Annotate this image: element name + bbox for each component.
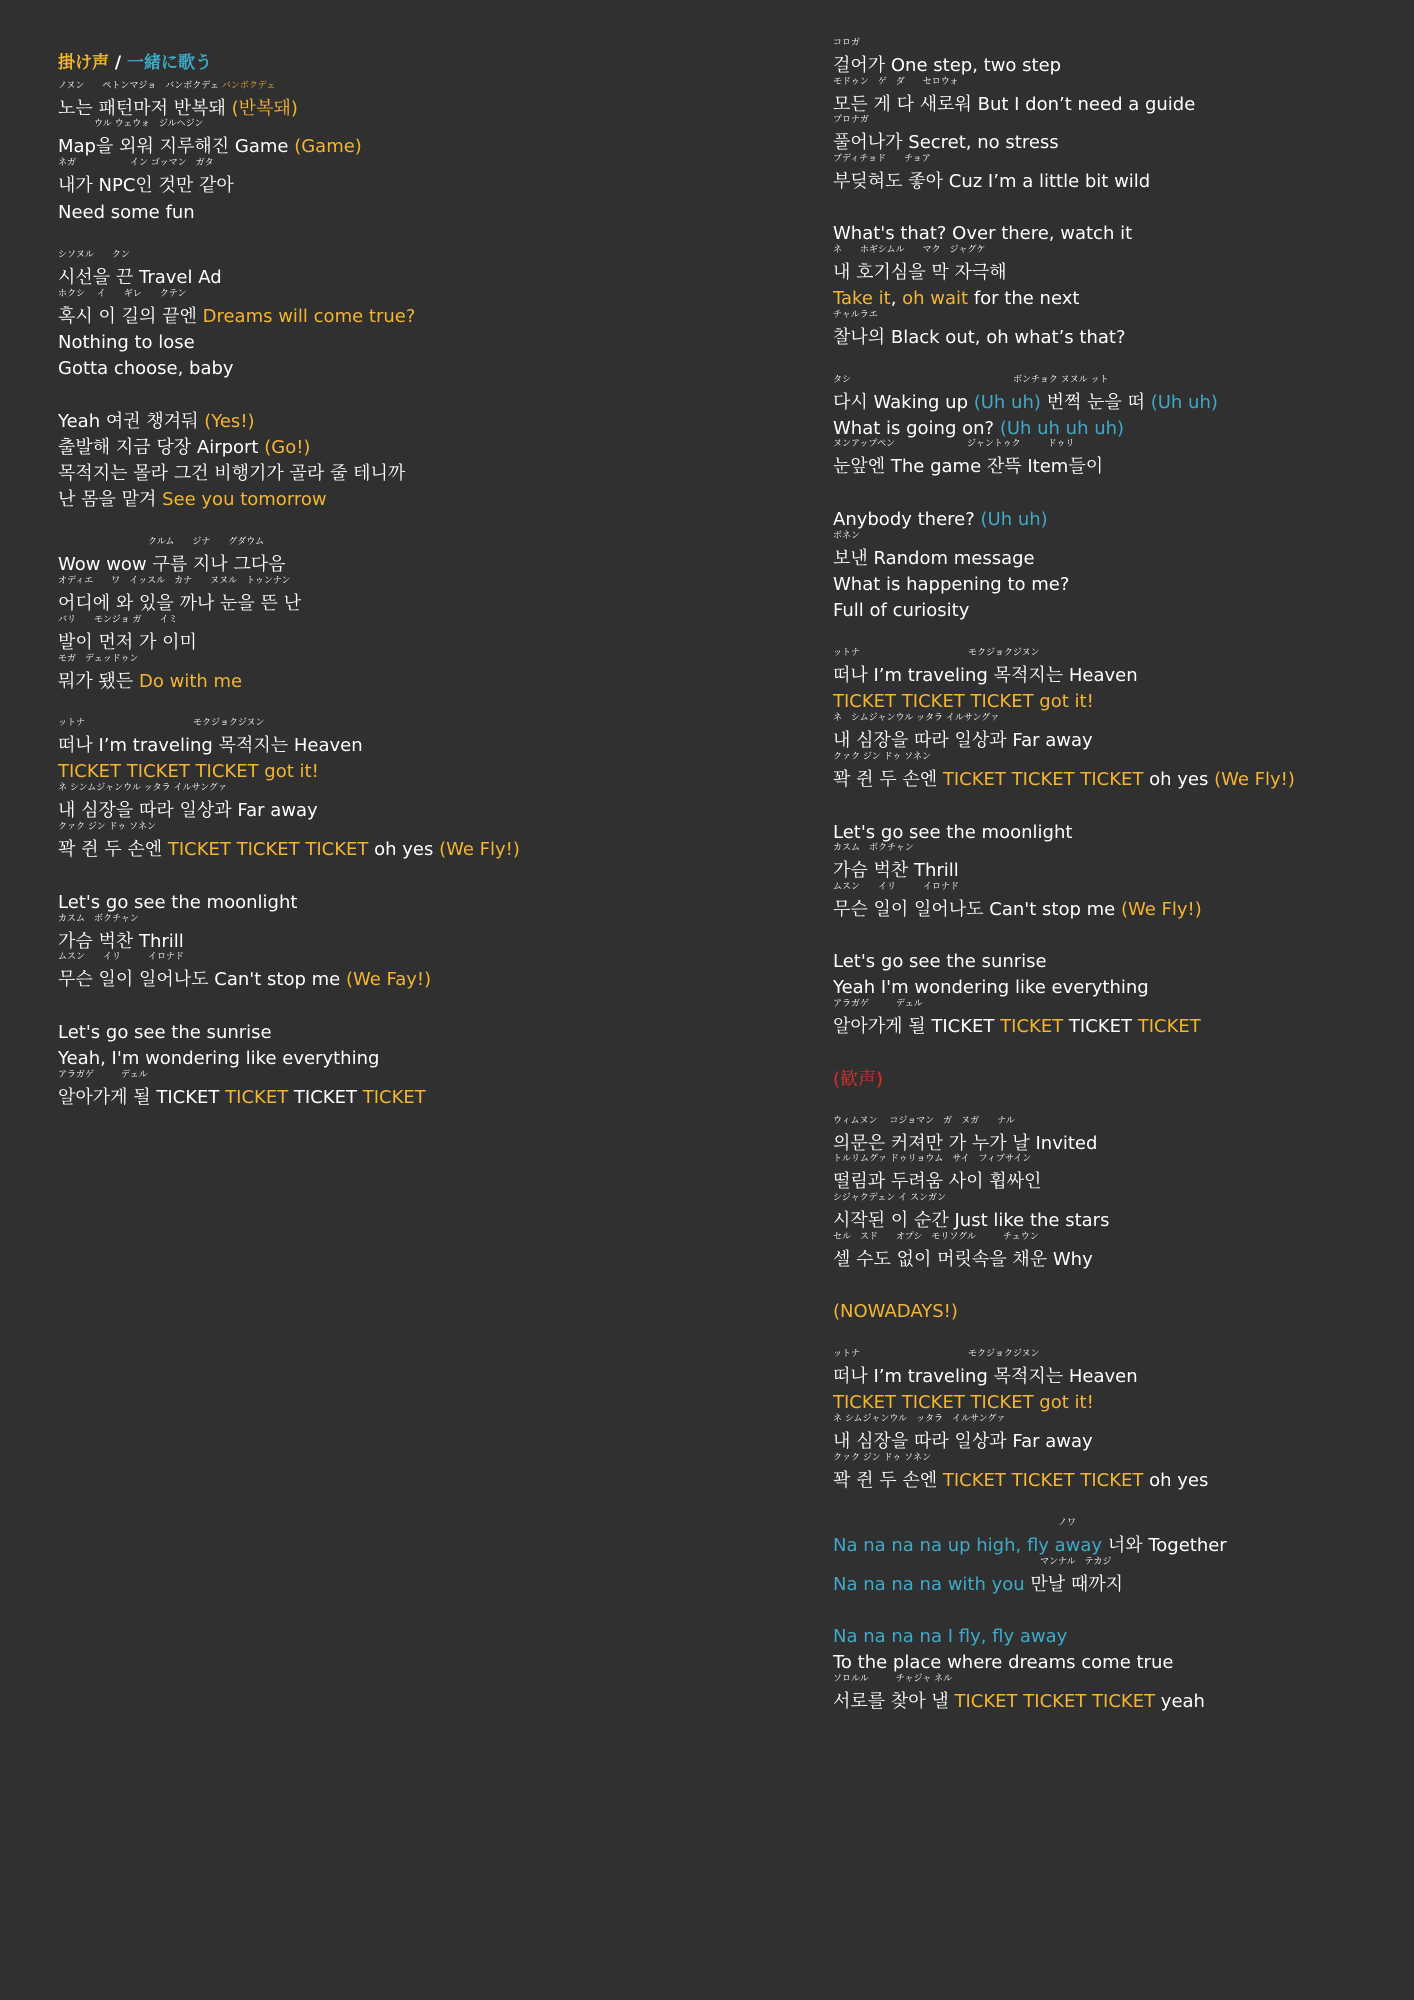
lyric-line [58, 306, 415, 328]
legend [58, 48, 212, 73]
lyric-line [833, 1626, 1067, 1648]
sing-along-segment: (Uh uh) [973, 392, 1041, 413]
furigana-text: モガ デェッドゥン [58, 654, 139, 664]
lyric-segment: 알아가게 될 TICKET [58, 1087, 226, 1108]
furigana-text: クルム ジナ グダウム [58, 537, 265, 547]
lyric-segment: Yeah, I'm wondering like everything [58, 1048, 380, 1069]
furigana-reading [833, 1674, 952, 1684]
furigana-text: シジャクデェン イ スンガン [833, 1193, 947, 1203]
furigana-text: コロガ [833, 38, 861, 48]
lyric-line [58, 671, 242, 693]
furigana-text: ボネン [833, 531, 861, 541]
call-segment: (반복돼) [231, 98, 298, 119]
furigana-text: ネ シムジャンウル ッタラ イルサングァ [833, 1414, 1006, 1424]
lyric-line [833, 132, 1059, 154]
furigana-text: オディエ ワ イッスル カナ ヌヌル トゥンナン [58, 576, 291, 586]
lyric-segment: oh yes [368, 839, 440, 860]
furigana-text: アラガゲ デェル [833, 999, 923, 1009]
furigana-reading [58, 119, 203, 129]
lyric-line [58, 761, 319, 783]
lyric-line [833, 1574, 1123, 1596]
lyric-segment: Anybody there? [833, 509, 981, 530]
furigana-text: ホクシ イ ギレ クテン [58, 289, 187, 299]
lyric-line [58, 437, 310, 459]
furigana-text: ネ シンムジャンウル ッタラ イルサングァ [58, 783, 227, 793]
lyric-line [58, 839, 520, 861]
furigana-reading [58, 615, 177, 625]
lyric-segment: What is going on? [833, 418, 1000, 439]
lyric-line [833, 1210, 1109, 1232]
lyric-line [833, 822, 1072, 844]
call-segment: (Yes!) [204, 411, 255, 432]
furigana-reading [833, 648, 1039, 658]
lyric-segment: 모든 게 다 새로워 But I don’t need a guide [833, 94, 1196, 115]
furigana-reading [833, 882, 959, 892]
furigana-text: シソヌル クン [58, 250, 130, 260]
furigana-reading [58, 654, 139, 664]
lyric-line [58, 931, 184, 953]
sing-along-segment: (Uh uh) [1150, 392, 1218, 413]
furigana-reading [833, 1193, 946, 1203]
lyric-segment: To the place where dreams come true [833, 1652, 1174, 1673]
call-segment: oh wait [902, 288, 969, 309]
lyric-segment: 뭐가 됐든 [58, 671, 139, 692]
lyric-line [833, 1133, 1097, 1155]
lyric-segment: 무슨 일이 일어나도 Can't stop me [58, 969, 346, 990]
furigana-reading [833, 843, 914, 853]
lyric-line [58, 202, 195, 224]
furigana-text: トルリムグァ ドゥリョウム サイ フィブサイン [833, 1154, 1032, 1164]
call-segment: (We Fly!) [1214, 769, 1295, 790]
lyric-segment: Wow wow 구름 지나 그다음 [58, 554, 286, 575]
lyric-segment: 너와 Together [1102, 1535, 1227, 1556]
furigana-text: クァク ジン ドゥ ソネン [833, 1453, 931, 1463]
lyric-line [58, 332, 195, 354]
lyric-line [833, 1016, 1201, 1038]
lyric-line [833, 1652, 1173, 1674]
lyric-line [833, 327, 1126, 349]
lyric-segment: Let's go see the moonlight [58, 892, 298, 913]
call-segment: TICKET TICKET TICKET got it! [58, 761, 319, 782]
furigana-reading [58, 783, 227, 793]
furigana-reading [833, 1349, 1039, 1359]
call-segment: TICKET TICKET TICKET [942, 1470, 1144, 1491]
lyric-segment: 가슴 벅찬 Thrill [833, 860, 959, 881]
lyric-line [833, 55, 1061, 77]
furigana-text: バリ モンジョ ガ イミ [58, 615, 178, 625]
call-segment: Dreams will come true? [202, 306, 416, 327]
lyric-segment: Yeah 여권 챙겨둬 [58, 411, 205, 432]
call-segment: TICKET [362, 1087, 426, 1108]
furigana-reading [833, 245, 985, 255]
furigana-text: ブディチョド チョア [833, 154, 931, 164]
lyric-segment: 꽉 쥔 두 손엔 [833, 1470, 943, 1491]
lyric-segment: oh yes [1143, 1470, 1209, 1491]
lyric-line [833, 1249, 1093, 1271]
furigana-text: ウル ウェウォ ジルヘジン [58, 119, 204, 129]
lyric-segment: 보낸 Random message [833, 548, 1035, 569]
lyric-segment: 출발해 지금 당장 Airport [58, 437, 265, 458]
sing-along-segment: (Uh uh uh uh) [999, 418, 1125, 439]
lyric-line [833, 1470, 1208, 1492]
call-segment: (Go!) [264, 437, 311, 458]
lyric-line [833, 262, 1007, 284]
furigana-reading [58, 822, 156, 832]
call-segment: TICKET [1000, 1016, 1064, 1037]
legend-slash: / [109, 53, 128, 73]
lyric-segment: Let's go see the sunrise [833, 951, 1047, 972]
furigana-reading [833, 439, 1074, 449]
call-segment: TICKET [225, 1087, 289, 1108]
lyric-line [833, 456, 1103, 478]
furigana-text: ノヌン ペトンマジョ バンボクデェ [58, 81, 222, 91]
lyric-line [833, 223, 1132, 245]
lyric-segment: TICKET [288, 1087, 363, 1108]
lyric-segment: 떨림과 두려움 사이 휩싸인 [833, 1171, 1042, 1192]
lyric-segment: 부딪혀도 좋아 Cuz I’m a little bit wild [833, 171, 1151, 192]
lyric-segment: 서로를 찾아 낼 [833, 1691, 955, 1712]
furigana-text: ネ ホギシムル マク ジャグケ [833, 245, 986, 255]
call-segment: See you tomorrow [162, 489, 327, 510]
furigana-reading [833, 1154, 1031, 1164]
lyric-line [58, 136, 362, 158]
lyric-line [833, 548, 1035, 570]
furigana-reading [833, 38, 860, 48]
lyric-segment: 만날 때까지 [1024, 1574, 1124, 1595]
lyric-segment: Let's go see the moonlight [833, 822, 1073, 843]
furigana-reading [833, 713, 999, 723]
furigana-text: ウィムヌン コジョマン ガ ヌガ ナル [833, 1116, 1015, 1126]
lyric-segment: 발이 먼저 가 이미 [58, 632, 197, 653]
lyric-line [833, 769, 1295, 791]
lyric-line [833, 392, 1218, 414]
lyric-line [58, 411, 255, 433]
lyric-segment: 어디에 와 있을 까나 눈을 뜬 난 [58, 593, 301, 614]
legend-kakegoe: 掛け声 [58, 53, 109, 73]
lyric-segment: yeah [1155, 1691, 1205, 1712]
furigana-reading [58, 576, 290, 586]
lyric-line [833, 1691, 1205, 1713]
lyric-segment: 무슨 일이 일어나도 Can't stop me [833, 899, 1121, 920]
furigana-reading [58, 537, 264, 547]
lyric-line [58, 489, 327, 511]
lyric-segment: 내 심장을 따라 일상과 Far away [58, 800, 318, 821]
furigana-reading [58, 158, 214, 168]
furigana-text: ノワ [833, 1518, 1077, 1528]
lyric-segment: 떠나 I’m traveling 목적지는 Heaven [833, 665, 1138, 686]
lyric-segment: , [890, 288, 903, 309]
lyric-segment: Nothing to lose [58, 332, 195, 353]
lyric-segment: 꽉 쥔 두 손엔 [833, 769, 943, 790]
furigana-reading [833, 1518, 1076, 1528]
furigana-text: ットナ モクジョクジヌン [58, 718, 265, 728]
furigana-reading [58, 1070, 148, 1080]
lyric-segment: 가슴 벅찬 Thrill [58, 931, 184, 952]
lyric-line [58, 1022, 272, 1044]
furigana-reading [58, 952, 184, 962]
lyric-segment: 번쩍 눈을 떠 [1040, 392, 1151, 413]
lyric-segment: Need some fun [58, 202, 195, 223]
lyric-segment: 내 심장을 따라 일상과 Far away [833, 1431, 1093, 1452]
furigana-reading [833, 752, 931, 762]
call-segment: (NOWADAYS!) [833, 1301, 958, 1322]
lyric-line [833, 951, 1047, 973]
furigana-reading [833, 531, 860, 541]
lyric-segment: 셀 수도 없이 머릿속을 채운 Why [833, 1249, 1093, 1270]
lyric-line [833, 288, 1079, 310]
lyric-line [833, 509, 1048, 531]
lyric-line [58, 593, 301, 615]
lyric-segment: for the next [968, 288, 1080, 309]
lyric-segment: Let's go see the sunrise [58, 1022, 272, 1043]
call-segment: TICKET TICKET TICKET [167, 839, 369, 860]
furigana-text: タシ ボンチョク ヌヌル ット [833, 375, 1109, 385]
lyric-line [58, 735, 363, 757]
lyric-line [58, 463, 405, 485]
sing-along-segment: Na na na na up high, fly away [833, 1535, 1103, 1556]
lyric-line [833, 171, 1150, 193]
lyric-line [58, 554, 286, 576]
call-segment: TICKET [1137, 1016, 1201, 1037]
furigana-reading [58, 250, 130, 260]
lyric-line [833, 730, 1093, 752]
furigana-reading [833, 999, 923, 1009]
furigana-text: アラガゲ デェル [58, 1070, 148, 1080]
lyric-line [58, 1048, 379, 1070]
lyric-line [833, 574, 1069, 596]
furigana-reading [833, 77, 958, 87]
lyric-segment: 떠나 I’m traveling 목적지는 Heaven [58, 735, 363, 756]
lyric-segment: 꽉 쥔 두 손엔 [58, 839, 168, 860]
lyric-segment: TICKET [1063, 1016, 1138, 1037]
lyric-line [833, 1366, 1138, 1388]
lyric-segment: 내 심장을 따라 일상과 Far away [833, 730, 1093, 751]
lyric-segment: 내가 NPC인 것만 같아 [58, 175, 234, 196]
furigana-text: チャルラエ [833, 310, 878, 320]
lyric-line [58, 1087, 426, 1109]
furigana-reading [833, 1414, 1005, 1424]
lyric-segment: Yeah I'm wondering like everything [833, 977, 1149, 998]
lyric-line [833, 1069, 883, 1091]
lyric-segment: 풀어나가 Secret, no stress [833, 132, 1059, 153]
lyric-line [833, 860, 959, 882]
call-segment: TICKET TICKET TICKET got it! [833, 691, 1094, 712]
lyric-segment: 혹시 이 길의 끝엔 [58, 306, 203, 327]
lyric-segment: 찰나의 Black out, oh what’s that? [833, 327, 1126, 348]
lyric-segment: What is happening to me? [833, 574, 1070, 595]
lyric-line [58, 267, 222, 289]
furigana-text: カスム ボクチャン [58, 914, 139, 924]
furigana-text: ヌンアップペン ジャントゥク ドゥリ [833, 439, 1075, 449]
lyric-line [833, 899, 1202, 921]
furigana-reading [58, 718, 264, 728]
furigana-text: ネ シムジャンウル ッタラ イルサングァ [833, 713, 1000, 723]
lyric-line [58, 892, 297, 914]
lyric-segment: Full of curiosity [833, 600, 970, 621]
call-segment: (We Fly!) [1120, 899, 1202, 920]
call-segment: (Game) [294, 136, 362, 157]
furigana-reading [833, 1116, 1015, 1126]
lyric-line [58, 969, 431, 991]
lyric-segment: oh yes [1143, 769, 1215, 790]
furigana-reading [833, 115, 869, 125]
lyric-segment: 다시 Waking up [833, 392, 974, 413]
lyric-segment: 눈앞엔 The game 잔뜩 Item들이 [833, 456, 1104, 477]
furigana-text: ネガ イン ゴッマン ガタ [58, 158, 214, 168]
lyric-segment: 노는 패턴마저 반복돼 [58, 98, 232, 119]
furigana-reading [833, 1232, 1039, 1242]
lyric-segment: 내 호기심을 막 자극해 [833, 262, 1007, 283]
call-segment: Take it [833, 288, 891, 309]
legend-sing: 一緒に歌う [127, 53, 213, 73]
call-segment: (We Fly!) [439, 839, 520, 860]
lyric-line [833, 977, 1149, 999]
lyric-line [58, 800, 318, 822]
furigana-text: ットナ モクジョクジヌン [833, 648, 1040, 658]
furigana-reading [833, 1453, 931, 1463]
lyric-line [58, 358, 234, 380]
furigana-text: ソロルル チャジャ ネル [833, 1674, 953, 1684]
call-segment: Do with me [139, 671, 243, 692]
lyric-segment: What's that? Over there, watch it [833, 223, 1133, 244]
lyric-line [58, 98, 298, 120]
lyric-line [833, 691, 1094, 713]
lyric-segment: 시작된 이 순간 Just like the stars [833, 1210, 1110, 1231]
lyric-segment: 의문은 커져만 가 누가 날 Invited [833, 1133, 1098, 1154]
lyric-segment: 목적지는 몰라 그건 비행기가 골라 줄 테니까 [58, 463, 406, 484]
call-segment: (We Fay!) [345, 969, 432, 990]
lyric-line [833, 418, 1124, 440]
furigana-text: ットナ モクジョクジヌン [833, 1349, 1040, 1359]
furigana-text: モドゥン ゲ ダ セロウォ [833, 77, 959, 87]
lyric-segment: 알아가게 될 TICKET [833, 1016, 1001, 1037]
furigana-text: ムスン イリ イロナド [833, 882, 960, 892]
lyric-segment: 떠나 I’m traveling 목적지는 Heaven [833, 1366, 1138, 1387]
furigana-text: ムスン イリ イロナド [58, 952, 185, 962]
furigana-reading [833, 154, 931, 164]
furigana-text: マンナル テカジ [833, 1557, 1112, 1567]
lyric-line [833, 1431, 1093, 1453]
furigana-reading [833, 1557, 1111, 1567]
lyric-line [58, 632, 197, 654]
sing-along-segment: (Uh uh) [980, 509, 1048, 530]
cheer-segment: (歓声) [833, 1069, 884, 1090]
furigana-text: セル スド オプシ モリソグル チェウン [833, 1232, 1039, 1242]
furigana-reading [833, 310, 878, 320]
furigana-text: プロナガ [833, 115, 869, 125]
lyric-line [833, 1392, 1094, 1414]
lyric-line [58, 175, 234, 197]
lyric-segment: 시선을 끈 Travel Ad [58, 267, 222, 288]
lyric-line [833, 1171, 1041, 1193]
sing-along-segment: Na na na na I fly, fly away [833, 1626, 1068, 1647]
lyric-line [833, 600, 969, 622]
furigana-callout: バンボクデェ [221, 81, 276, 91]
furigana-reading [58, 289, 186, 299]
furigana-text: カスム ボクチャン [833, 843, 914, 853]
call-segment: TICKET TICKET TICKET [954, 1691, 1156, 1712]
furigana-reading [833, 375, 1108, 385]
furigana-reading [58, 914, 139, 924]
lyric-line [833, 1301, 958, 1323]
furigana-text: クァク ジン ドゥ ソネン [833, 752, 931, 762]
lyric-segment: Gotta choose, baby [58, 358, 234, 379]
furigana-reading [58, 81, 276, 91]
call-segment: TICKET TICKET TICKET got it! [833, 1392, 1094, 1413]
lyric-line [833, 94, 1195, 116]
furigana-text: クァク ジン ドゥ ソネン [58, 822, 156, 832]
lyric-segment: 난 몸을 맡겨 [58, 489, 163, 510]
lyric-line [833, 1535, 1227, 1557]
lyric-segment: 걸어가 One step, two step [833, 55, 1062, 76]
call-segment: TICKET TICKET TICKET [942, 769, 1144, 790]
lyric-segment: Map을 외워 지루해진 Game [58, 136, 295, 157]
lyric-line [833, 665, 1138, 687]
sing-along-segment: Na na na na with you [833, 1574, 1025, 1595]
